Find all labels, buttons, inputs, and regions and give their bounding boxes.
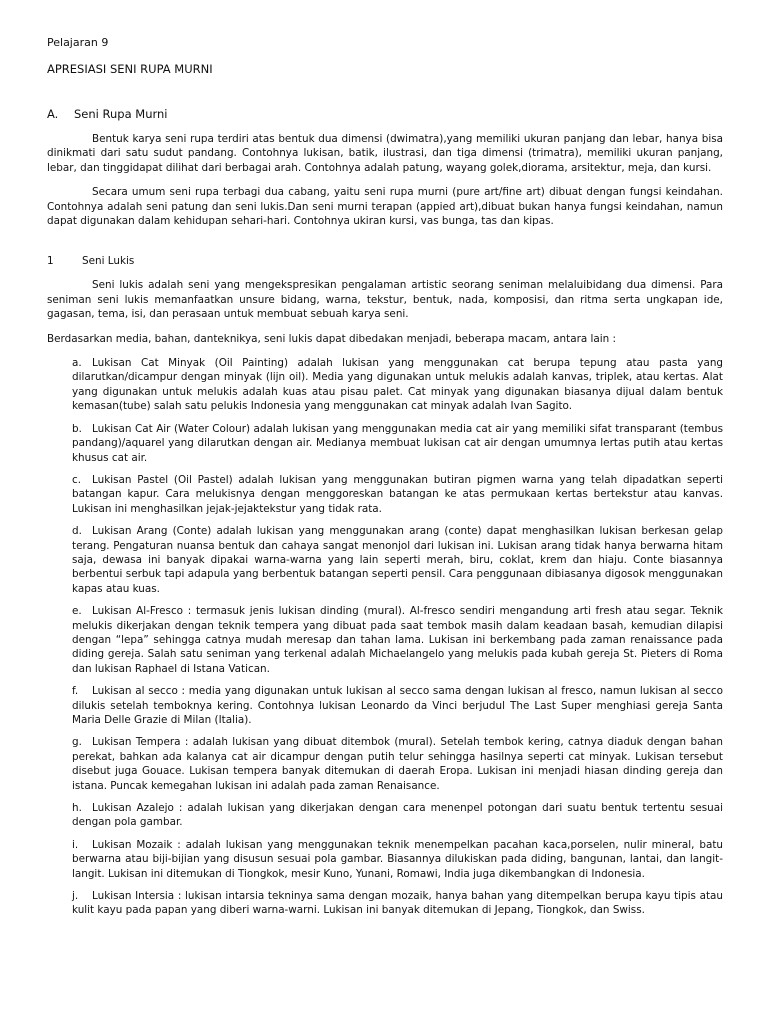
document-page [47, 36, 723, 926]
section-a-paragraph-2: Secara umum seni rupa terbagi dua cabang, yaitu seni rupa murni (pure art/fine art) dibuat dengan fungsi keindahan. Contohnya adalah seni patung dan seni lukis.Dan seni murni terapan (appied art),dibuat bukan hanya fungsi keindahan, namun dapat digunakan dalam kehidupan sehari-hari. Contohnya ukiran kursi, vas bunga, tas dan kipas. [47, 186, 723, 228]
list-item [47, 684, 723, 727]
section-a-title: Seni Rupa Murni [74, 107, 168, 121]
list-item [47, 801, 723, 830]
list-item-text: Lukisan Tempera : adalah lukisan yang dibuat ditembok (mural). Setelah tembok kering, catnya diaduk dengan bahan perekat, bahkan ada kalanya cat air dicampur dengan putih telur sehingga hasilnya seperti cat minyak. Lukisan tersebut disebut juga Gouace. Lukisan tempera banyak ditemukan di daerah Eropa. Lukisan ini menjadi hiasan dinding gereja dan istana. Puncak kemegahan lukisan ini adalah pada zaman Renaisance. [72, 736, 723, 792]
list-item [47, 889, 723, 918]
section-1-heading [47, 254, 723, 268]
lesson-label: Pelajaran 9 [47, 36, 109, 49]
list-item-text: Lukisan Cat Minyak (Oil Painting) adalah lukisan yang menggunakan cat berupa tepung atau pasta yang dilarutkan/dicampur dengan minyak (lijn oil). Media yang digunakan untuk melukis adalah kanvas, triplek, atau kertas. Alat yang digunakan untuk melukis adalah kuas atau pisau palet. Cat minyak yang digunakan biasanya dijual dalam bentuk kemasan(tube) salah satu pelukis Indonesia yang menggunakan cat minyak adalah Ivan Sagito. [72, 357, 723, 413]
list-item-text: Lukisan Arang (Conte) adalah lukisan yang menggunakan arang (conte) dapat menghasilkan lukisan berkesan gelap terang. Pengaturan nuansa bentuk dan cahaya sangat menonjol dari lukisan ini. Lukisan arang tidak hanya berwarna hitam saja, dewasa ini banyak dipakai warna-warna yang lain seperti merah, biru, coklat, krem dan hiaju. Conte biasannya berbentui serbuk tapi adapula yang berbentuk batangan seperti pensil. Cara penggunaan dibiasanya digosok menggunakan kapas atau kuas. [72, 525, 723, 595]
list-item-letter: a. [72, 357, 82, 370]
list-item-text: Lukisan Mozaik : adalah lukisan yang menggunakan teknik menempelkan pacahan kaca,porselen, nulir mineral, batu berwarna atau biji-bijian yang disusun sesuai pola gambar. Biasannya dilukiskan pada diding, bangunan, lantai, dan langit-langit. Lukisan ini ditemukan di Tiongkok, mesir Kuno, Yunani, Romawi, India juga dikembangkan di Indonesia. [72, 838, 723, 880]
section-a-number: A. [47, 107, 59, 121]
list-item-text: Lukisan al secco : media yang digunakan untuk lukisan al secco sama dengan lukisan al fresco, namun lukisan al secco dilukis setelah temboknya kering. Contohnya lukisan Leonardo da Vinci berjudul The Last Super menghiasi gereja Santa Maria Delle Grazie di Milan (Italia). [72, 685, 723, 726]
section-a-heading [47, 107, 723, 122]
list-item-letter: i. [72, 838, 79, 851]
painting-types-list [47, 356, 723, 918]
list-item-text: Lukisan Al-Fresco : termasuk jenis lukisan dinding (mural). Al-fresco sendiri mengandung arti fresh atau segar. Teknik melukis dikerjakan dengan teknik tempera yang dibuat pada saat tembok masih dalam keadaan basah, kemudian dilapisi dengan “lepa” sehingga catnya mudah meresap dan tahan lama. Lukisan ini berkembang pada zaman renaissance pada diding gereja. Salah satu seniman yang terkenal adalah Michaelangelo yang melukis pada kubah gereja St. Pieters di Roma dan lukisan Raphael di Istana Vatican. [72, 605, 723, 675]
section-1-number: 1 [47, 255, 54, 268]
list-item [47, 604, 723, 676]
section-1-paragraph-1: Seni lukis adalah seni yang mengekspresikan pengalaman artistic seorang seniman melaluibidang dua dimensi. Para seniman seni lukis memanfaatkan unsure bidang, warna, tekstur, bentuk, nada, komposisi, dan ritma serta ungkapan ide, gagasan, tema, isi, dan perasaan untuk membuat sebuah karya seni. [47, 279, 723, 321]
list-item-letter: b. [72, 422, 82, 435]
list-item-text: Lukisan Intersia : lukisan intarsia tekninya sama dengan mozaik, hanya bahan yang ditempelkan berupa kayu tipis atau kulit kayu pada papan yang diberi warna-warni. Lukisan ini banyak ditemukan di Jepang, Tiongkok, dan Swiss. [72, 890, 723, 917]
list-item [47, 356, 723, 414]
list-item-text: Lukisan Azalejo : adalah lukisan yang dikerjakan dengan cara menenpel potongan dari suatu bentuk tertentu sesuai dengan pola gambar. [72, 802, 723, 829]
list-item-letter: d. [72, 525, 82, 538]
section-1-title: Seni Lukis [82, 255, 135, 268]
section-1-paragraph-2: Berdasarkan media, bahan, danteknikya, seni lukis dapat dibedakan menjadi, beberapa macam, antara lain : [47, 332, 617, 345]
list-item-letter: f. [72, 685, 79, 698]
list-item [47, 838, 723, 881]
list-item [47, 735, 723, 793]
list-item [47, 524, 723, 596]
list-item-letter: h. [72, 802, 82, 815]
list-item-text: Lukisan Pastel (Oil Pastel) adalah lukisan yang menggunakan butiran pigmen warna yang telah dipadatkan seperti batangan kapur. Cara melukisnya dengan menggoreskan batangan ke atas permukaan kertas bertekstur atau kanvas. Lukisan ini menghasilkan jejak-jejaktekstur yang tidak rata. [72, 473, 723, 515]
list-item-letter: j. [72, 890, 79, 903]
list-item [47, 422, 723, 465]
page-title: APRESIASI SENI RUPA MURNI [47, 62, 213, 76]
list-item-letter: c. [72, 473, 82, 486]
list-item-letter: g. [72, 736, 82, 749]
list-item [47, 473, 723, 516]
list-item-letter: e. [72, 605, 82, 618]
list-item-text: Lukisan Cat Air (Water Colour) adalah lukisan yang menggunakan media cat air yang memiliki sifat transparant (tembus pandang)/aquarel yang dilarutkan dengan air. Medianya membuat lukisan cat air dengan umumnya lertas putih atau kertas khusus cat air. [72, 422, 723, 464]
section-a-paragraph-1: Bentuk karya seni rupa terdiri atas bentuk dua dimensi (dwimatra),yang memiliki ukuran panjang dan lebar, hanya bisa dinikmati dari satu sudut pandang. Contohnya lukisan, batik, ilustrasi, dan tiga dimensi (trimatra), memiliki ukuran panjang, lebar, dan tinggidapat dilihat dari berbagai arah. Contohnya adalah patung, wayang golek,diorama, arsitektur, meja, dan kursi. [47, 133, 723, 174]
